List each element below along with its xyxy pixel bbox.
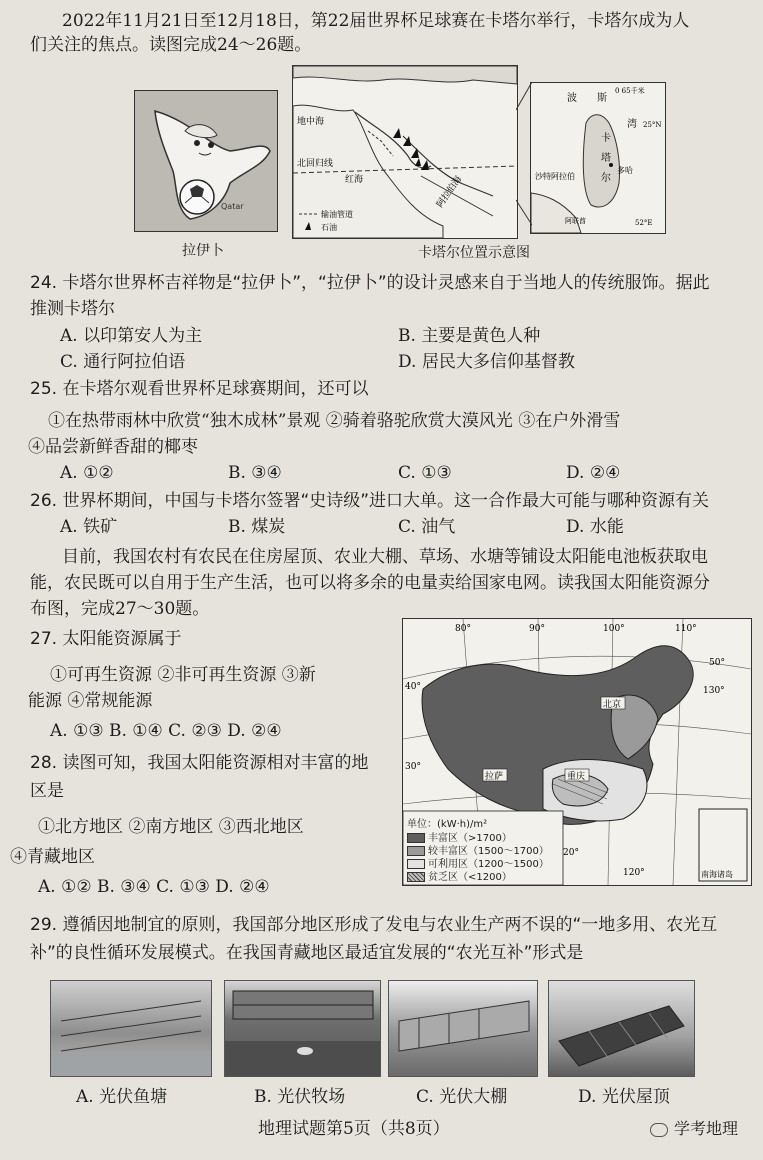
q26-option-c[interactable]: C. 油气 (398, 517, 456, 537)
inset-uae: 阿联酋 (565, 217, 586, 225)
photo-fish-pond[interactable] (50, 980, 212, 1077)
inset-south-china-sea: 南海诸岛 (701, 870, 733, 879)
passage-line-1: 目前，我国农村有农民在住房屋顶、农业大棚、草场、水塘等铺设太阳能电池板获取电 (62, 547, 708, 567)
q27-opt-line-1: ①可再生资源 ②非可再生资源 ③新 (50, 665, 316, 685)
watermark (650, 1116, 738, 1139)
legend-label-fairly-rich: 较丰富区（1500～1700） (428, 846, 549, 857)
wechat-icon (650, 1123, 668, 1137)
q26-stem: 26. 世界杯期间，中国与卡塔尔签署“史诗级”进口大单。这一合作最大可能与哪种资源有关 (30, 491, 710, 511)
q26-option-b[interactable]: B. 煤炭 (228, 517, 286, 537)
watermark-text: 学考地理 (674, 1119, 739, 1138)
lat-40: 40° (405, 682, 421, 692)
label-lhasa: 拉萨 (485, 772, 504, 782)
qatar-location-map (292, 65, 518, 239)
legend-item-poor (407, 868, 512, 883)
mascot-caption: 拉伊卜 (182, 243, 224, 259)
q28-choices[interactable]: A. ①② B. ③④ C. ①③ D. ②④ (38, 877, 270, 897)
qatar-inset-map (530, 82, 666, 234)
legend-unit: 单位：(kW·h)/m² (407, 819, 488, 830)
photo-label-a[interactable]: A. 光伏鱼塘 (76, 1087, 168, 1107)
q29-stem-1: 29. 遵循因地制宜的原则，我国部分地区形成了发电与农业生产两不误的“一地多用、农光互 (30, 915, 718, 935)
lon-120: 120° (623, 868, 645, 878)
q29-stem-2: 补”的良性循环发展模式。在我国青藏地区最适宜发展的“农光互补”形式是 (30, 943, 584, 963)
q25-option-d[interactable]: D. ②④ (566, 463, 621, 483)
inset-si: 斯 (597, 93, 607, 104)
lon-90: 90° (529, 624, 545, 634)
q25-option-a[interactable]: A. ①② (60, 463, 114, 483)
lat-50: 50° (709, 658, 725, 668)
label-beijing: 北京 (603, 700, 622, 710)
passage-line-3: 布图，完成27～30题。 (30, 599, 210, 619)
legend-pipeline: 输油管道 (321, 210, 353, 219)
photo-rooftop[interactable] (548, 980, 695, 1077)
q28-opt-line-2: ④青藏地区 (10, 847, 95, 867)
q27-stem: 27. 太阳能资源属于 (30, 629, 182, 649)
q28-stem-1: 28. 读图可知，我国太阳能资源相对丰富的地 (30, 753, 369, 773)
label-arabian-sea: 阿拉伯海 (435, 174, 465, 210)
legend-label-usable: 可利用区（1200～1500） (428, 859, 549, 870)
lon-130: 130° (703, 686, 725, 696)
inset-lon: 52°E (635, 219, 653, 227)
legend-oil: 石油 (321, 223, 337, 232)
inset-bay: 波 (567, 93, 577, 104)
mascot-text: Qatar (221, 202, 244, 211)
q27-choices[interactable]: A. ①③ B. ①④ C. ②③ D. ②④ (50, 721, 282, 741)
lat-20: 20° (563, 848, 579, 858)
intro-line-1: 2022年11月21日至12月18日，第22届世界杯足球赛在卡塔尔举行，卡塔尔成为人 (62, 11, 690, 31)
inset-doha: 多哈 (617, 166, 633, 175)
page-footer: 地理试题第5页（共8页） (258, 1119, 450, 1139)
q24-option-a[interactable]: A. 以印第安人为主 (60, 326, 203, 346)
intro-line-2: 们关注的焦点。读图完成24～26题。 (30, 35, 312, 55)
inset-ka: 卡 (601, 133, 611, 144)
inset-ta: 塔 (601, 153, 611, 164)
q25-opt-line-1: ①在热带雨林中欣赏“独木成林”景观 ②骑着骆驼欣赏大漠风光 ③在户外滑雪 (48, 411, 621, 431)
q24-option-d[interactable]: D. 居民大多信仰基督教 (398, 352, 575, 372)
label-red-sea: 红海 (345, 175, 364, 185)
label-tropic: 北回归线 (297, 159, 334, 169)
legend-swatch-poor (407, 872, 425, 882)
inset-lat: 25°N (643, 121, 662, 129)
legend-label-poor: 贫乏区（<1200） (428, 872, 512, 883)
q28-stem-2: 区是 (30, 781, 64, 801)
q25-option-b[interactable]: B. ③④ (228, 463, 282, 483)
q24-option-c[interactable]: C. 通行阿拉伯语 (60, 352, 186, 372)
map-caption: 卡塔尔位置示意图 (418, 245, 530, 261)
q25-opt-line-2: ④品尝新鲜香甜的椰枣 (28, 437, 198, 457)
passage-line-2: 能，农民既可以自用于生产生活，也可以将多余的电量卖给国家电网。读我国太阳能资源分 (30, 573, 710, 593)
label-mediterranean: 地中海 (297, 117, 325, 127)
mascot-image (134, 90, 278, 232)
q26-option-a[interactable]: A. 铁矿 (60, 517, 118, 537)
lon-100: 100° (603, 624, 625, 634)
q24-stem-1: 24. 卡塔尔世界杯吉祥物是“拉伊卜”，“拉伊卜”的设计灵感来自于当地人的传统服饰。据此 (30, 273, 710, 293)
photo-label-b[interactable]: B. 光伏牧场 (254, 1087, 346, 1107)
lon-80: 80° (455, 624, 471, 634)
q24-option-b[interactable]: B. 主要是黄色人种 (398, 326, 541, 346)
photo-pasture[interactable] (224, 980, 381, 1077)
photo-label-d[interactable]: D. 光伏屋顶 (578, 1087, 670, 1107)
inset-saudi: 沙特阿拉伯 (535, 172, 575, 181)
inset-connector (516, 70, 532, 230)
inset-wan: 湾 (627, 119, 637, 130)
lat-30: 30° (405, 762, 421, 772)
q26-option-d[interactable]: D. 水能 (566, 517, 624, 537)
inset-scale: 0 65千米 (615, 87, 645, 95)
inset-er: 尔 (601, 173, 611, 184)
q25-option-c[interactable]: C. ①③ (398, 463, 452, 483)
legend-label-rich: 丰富区（>1700） (428, 833, 512, 844)
photo-greenhouse[interactable] (388, 980, 538, 1077)
lon-110: 110° (675, 624, 697, 634)
q24-stem-2: 推测卡塔尔 (30, 299, 115, 319)
q25-stem: 25. 在卡塔尔观看世界杯足球赛期间，还可以 (30, 379, 369, 399)
q28-opt-line-1: ①北方地区 ②南方地区 ③西北地区 (38, 817, 304, 837)
label-chongqing: 重庆 (567, 772, 586, 782)
china-solar-map (402, 618, 752, 886)
q27-opt-line-2: 能源 ④常规能源 (28, 691, 153, 711)
photo-label-c[interactable]: C. 光伏大棚 (416, 1087, 508, 1107)
